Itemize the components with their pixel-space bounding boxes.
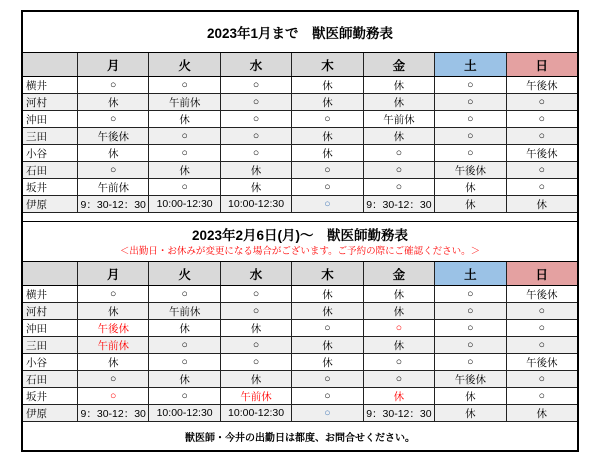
shift-cell-wed: ○ — [221, 77, 292, 93]
shift-cell-fri: ○ — [364, 354, 435, 370]
shift-cell-wed: ○ — [221, 94, 292, 110]
shift-cell-sat: ○ — [435, 77, 506, 93]
schedule-title-january: 2023年1月まで 獣医師勤務表 — [23, 12, 577, 53]
shift-cell-thu: ○ — [292, 405, 363, 421]
vet-name: 伊原 — [23, 196, 78, 212]
shift-cell-fri: 休 — [364, 77, 435, 93]
vet-row — [23, 286, 577, 303]
vet-row — [23, 196, 577, 213]
shift-cell-wed: 休 — [221, 371, 292, 387]
shift-cell-sun: ○ — [538, 339, 545, 351]
vet-name: 河村 — [23, 303, 78, 319]
shift-cell-tue: 休 — [149, 320, 220, 336]
shift-cell-tue: ○ — [149, 337, 220, 353]
shift-cell-mon: 休 — [78, 354, 149, 370]
shift-cell-tue: 10:00-12:30 — [149, 196, 220, 212]
vet-name: 坂井 — [23, 388, 78, 404]
day-header-wed: 水 — [221, 53, 292, 76]
shift-cell-mon: ○ — [78, 286, 149, 302]
vet-row — [23, 388, 577, 405]
vet-name: 三田 — [23, 337, 78, 353]
shift-cell-mon: 9：30-12：30 — [78, 196, 149, 212]
vet-row — [23, 354, 577, 371]
shift-cell-sun: ○ — [538, 96, 545, 108]
day-header-tue: 火 — [149, 53, 220, 76]
shift-cell-thu: 休 — [292, 286, 363, 302]
vet-row — [23, 94, 577, 111]
shift-cell-wed: ○ — [221, 303, 292, 319]
shift-cell-sat: ○ — [435, 145, 506, 161]
day-header-sun: 日 — [507, 53, 577, 76]
shift-cell-thu: ○ — [292, 196, 363, 212]
shift-cell-tue: 休 — [149, 111, 220, 127]
shift-cell-wed: ○ — [221, 286, 292, 302]
shift-cell-sat: ○ — [435, 286, 506, 302]
shift-cell-fri: 休 — [364, 286, 435, 302]
vet-name: 河村 — [23, 94, 78, 110]
shift-cell-mon: 休 — [78, 303, 149, 319]
day-header-thu: 木 — [292, 53, 363, 76]
shift-cell-thu: ○ — [292, 320, 363, 336]
vet-name: 小谷 — [23, 354, 78, 370]
shift-cell-fri: ○ — [364, 320, 435, 336]
shift-cell-sat: ○ — [435, 320, 506, 336]
shift-cell-thu: 休 — [292, 94, 363, 110]
shift-cell-fri: ○ — [364, 371, 435, 387]
schedule-title-february: 2023年2月6日(月)～ 獣医師勤務表 — [191, 228, 409, 243]
shift-cell-mon: ○ — [78, 111, 149, 127]
shift-cell-sat: 午後休 — [435, 371, 506, 387]
shift-cell-tue: 午前休 — [149, 303, 220, 319]
shift-cell-sat: ○ — [435, 94, 506, 110]
vet-name: 伊原 — [23, 405, 78, 421]
shift-cell-thu: ○ — [292, 162, 363, 178]
day-header-thu: 木 — [292, 262, 363, 285]
shift-cell-mon: 午後休 — [78, 128, 149, 144]
schedule-grid-january — [23, 53, 577, 213]
shift-cell-sun: 午後休 — [525, 356, 558, 369]
shift-cell-tue: ○ — [149, 145, 220, 161]
shift-cell-sat: ○ — [435, 128, 506, 144]
shift-cell-thu: ○ — [292, 388, 363, 404]
shift-cell-sun: ○ — [538, 113, 545, 125]
schedule-grid-february — [23, 262, 577, 422]
shift-cell-tue: ○ — [149, 128, 220, 144]
header-corner-cell — [23, 53, 78, 76]
shift-cell-tue: 午前休 — [149, 94, 220, 110]
shift-cell-sat: ○ — [435, 354, 506, 370]
day-header-mon: 月 — [78, 262, 149, 285]
shift-cell-wed: ○ — [221, 128, 292, 144]
shift-cell-fri: ○ — [364, 162, 435, 178]
vet-row — [23, 179, 577, 196]
day-header-mon: 月 — [78, 53, 149, 76]
shift-cell-sun: ○ — [538, 390, 545, 402]
vet-name: 沖田 — [23, 320, 78, 336]
shift-cell-thu: 休 — [292, 303, 363, 319]
shift-cell-sat: 午後休 — [435, 162, 506, 178]
shift-cell-wed: ○ — [221, 111, 292, 127]
shift-cell-wed: ○ — [221, 337, 292, 353]
shift-cell-wed: 休 — [221, 179, 292, 195]
shift-cell-mon: 午前休 — [78, 179, 149, 195]
day-header-fri: 金 — [364, 53, 435, 76]
vet-row — [23, 303, 577, 320]
shift-cell-sun: 午後休 — [525, 288, 558, 301]
shift-cell-wed: 10:00-12:30 — [221, 405, 292, 421]
shift-cell-wed: 休 — [221, 162, 292, 178]
shift-cell-fri: 休 — [364, 337, 435, 353]
shift-cell-mon: ○ — [78, 162, 149, 178]
shift-cell-fri: 休 — [364, 303, 435, 319]
vet-row — [23, 111, 577, 128]
shift-cell-sat: ○ — [435, 337, 506, 353]
shift-cell-sun: ○ — [538, 181, 545, 193]
shift-cell-sun: 休 — [536, 407, 547, 420]
day-header-sat: 土 — [435, 53, 506, 76]
shift-cell-wed: 休 — [221, 320, 292, 336]
shift-cell-thu: 休 — [292, 77, 363, 93]
day-header-row — [23, 262, 577, 286]
shift-cell-sat: 休 — [435, 196, 506, 212]
shift-cell-sat: 休 — [435, 388, 506, 404]
section-spacer — [23, 213, 577, 222]
shift-cell-tue: 休 — [149, 371, 220, 387]
header-corner-cell — [23, 262, 78, 285]
shift-cell-mon: ○ — [78, 388, 149, 404]
vet-name: 石田 — [23, 162, 78, 178]
shift-cell-tue: ○ — [149, 354, 220, 370]
schedule-header-february — [23, 222, 577, 262]
shift-cell-thu: 休 — [292, 145, 363, 161]
shift-cell-mon: 午後休 — [78, 320, 149, 336]
shift-cell-thu: ○ — [292, 371, 363, 387]
vet-row — [23, 128, 577, 145]
shift-cell-mon: ○ — [78, 77, 149, 93]
shift-cell-sat: ○ — [435, 111, 506, 127]
vet-row — [23, 162, 577, 179]
shift-cell-mon: 休 — [78, 145, 149, 161]
shift-cell-fri: 9：30-12：30 — [364, 196, 435, 212]
shift-cell-tue: 休 — [149, 162, 220, 178]
shift-cell-sat: 休 — [435, 405, 506, 421]
day-header-sun: 日 — [507, 262, 577, 285]
shift-cell-thu: ○ — [292, 179, 363, 195]
shift-cell-sun: 午後休 — [525, 147, 558, 160]
vet-name: 三田 — [23, 128, 78, 144]
shift-cell-tue: ○ — [149, 388, 220, 404]
shift-cell-wed: 10:00-12:30 — [221, 196, 292, 212]
shift-cell-sat: 休 — [435, 179, 506, 195]
shift-cell-fri: ○ — [364, 145, 435, 161]
shift-cell-fri: 9：30-12：30 — [364, 405, 435, 421]
shift-cell-fri: 休 — [364, 128, 435, 144]
shift-cell-wed: 午前休 — [221, 388, 292, 404]
shift-cell-sun: ○ — [538, 305, 545, 317]
shift-cell-sun: ○ — [538, 322, 545, 334]
day-header-row — [23, 53, 577, 77]
shift-cell-fri: ○ — [364, 179, 435, 195]
vet-name: 沖田 — [23, 111, 78, 127]
day-header-fri: 金 — [364, 262, 435, 285]
shift-cell-sat: ○ — [435, 303, 506, 319]
schedule-change-notice: ＜出勤日・お休みが変更になる場合がございます。ご予約の際にご確認ください。＞ — [119, 246, 481, 257]
shift-cell-sun: ○ — [538, 373, 545, 385]
day-header-sat: 土 — [435, 262, 506, 285]
shift-cell-mon: ○ — [78, 371, 149, 387]
shift-cell-mon: 休 — [78, 94, 149, 110]
vet-row — [23, 77, 577, 94]
shift-cell-tue: ○ — [149, 286, 220, 302]
footer-note: 獣医師・今井の出勤日は都度、お問合せください。 — [185, 432, 415, 444]
shift-cell-wed: ○ — [221, 145, 292, 161]
vet-name: 小谷 — [23, 145, 78, 161]
shift-cell-sun: ○ — [538, 130, 545, 142]
shift-cell-fri: 休 — [364, 388, 435, 404]
shift-cell-mon: 9：30-12：30 — [78, 405, 149, 421]
vet-row — [23, 371, 577, 388]
shift-cell-tue: ○ — [149, 77, 220, 93]
vet-schedule-sheet — [21, 10, 579, 452]
shift-cell-sun: 午後休 — [525, 79, 558, 92]
shift-cell-thu: 休 — [292, 337, 363, 353]
vet-name: 横井 — [23, 286, 78, 302]
shift-cell-thu: 休 — [292, 354, 363, 370]
shift-cell-fri: 午前休 — [364, 111, 435, 127]
shift-cell-thu: ○ — [292, 111, 363, 127]
vet-row — [23, 145, 577, 162]
shift-cell-sun: 休 — [536, 198, 547, 211]
vet-row — [23, 320, 577, 337]
shift-cell-wed: ○ — [221, 354, 292, 370]
vet-name: 坂井 — [23, 179, 78, 195]
shift-cell-mon: 午前休 — [78, 337, 149, 353]
vet-name: 横井 — [23, 77, 78, 93]
vet-row — [23, 405, 577, 422]
shift-cell-tue: 10:00-12:30 — [149, 405, 220, 421]
shift-cell-sun: ○ — [538, 164, 545, 176]
vet-row — [23, 337, 577, 354]
vet-name: 石田 — [23, 371, 78, 387]
shift-cell-thu: 休 — [292, 128, 363, 144]
day-header-wed: 水 — [221, 262, 292, 285]
shift-cell-fri: 休 — [364, 94, 435, 110]
shift-cell-tue: ○ — [149, 179, 220, 195]
day-header-tue: 火 — [149, 262, 220, 285]
